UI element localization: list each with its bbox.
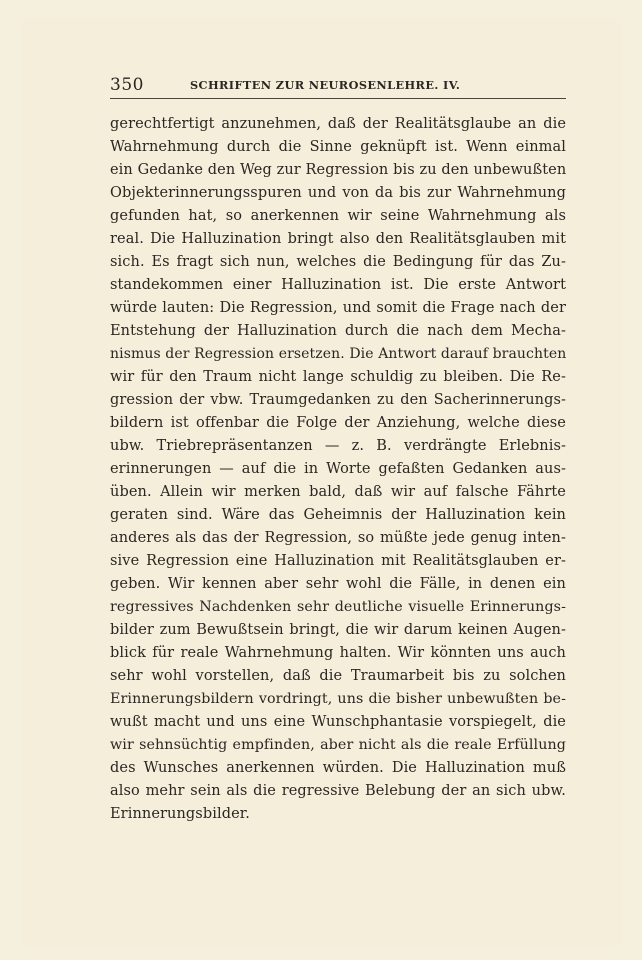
- text-line: erinnerungen — auf die in Worte gefaßten Gedanken aus-: [110, 461, 566, 477]
- page-number: 350: [110, 75, 144, 95]
- text-line: real. Die Halluzination bringt also den Realitätsglauben mit: [110, 231, 566, 247]
- text-line: anderes als das der Regression, so müßte jede genug inten-: [110, 530, 566, 546]
- text-line: Entstehung der Halluzination durch die nach dem Mecha-: [110, 323, 566, 339]
- body-text: [110, 113, 566, 826]
- text-line: nismus der Regression ersetzen. Die Antwort darauf brauchten: [110, 346, 567, 362]
- running-title: SCHRIFTEN ZUR NEUROSENLEHRE. IV.: [190, 78, 461, 92]
- text-line: Objekterinnerungsspuren und von da bis zur Wahrnehmung: [110, 185, 566, 201]
- text-line: bilder zum Bewußtsein bringt, die wir darum keinen Augen-: [110, 622, 566, 638]
- text-line: gression der vbw. Traumgedanken zu den Sacherinnerungs-: [110, 392, 566, 408]
- text-line: also mehr sein als die regressive Belebung der an sich ubw.: [110, 783, 566, 799]
- text-line: gerechtfertigt anzunehmen, daß der Realitätsglaube an die: [110, 116, 566, 132]
- text-line: gefunden hat, so anerkennen wir seine Wahrnehmung als: [110, 208, 566, 224]
- text-line: Erinnerungsbilder.: [110, 806, 250, 822]
- text-line: ein Gedanke den Weg zur Regression bis zu den unbewußten: [110, 162, 567, 178]
- text-line: Wahrnehmung durch die Sinne geknüpft ist. Wenn einmal: [110, 139, 566, 155]
- text-line: blick für reale Wahrnehmung halten. Wir könnten uns auch: [110, 645, 566, 661]
- text-line: des Wunsches anerkennen würden. Die Halluzination muß: [110, 760, 566, 776]
- text-line: üben. Allein wir merken bald, daß wir auf falsche Fährte: [110, 484, 566, 500]
- text-line: sich. Es fragt sich nun, welches die Bedingung für das Zu-: [110, 254, 566, 270]
- text-line: wir für den Traum nicht lange schuldig zu bleiben. Die Re-: [110, 369, 566, 385]
- text-line: sive Regression eine Halluzination mit Realitätsglauben er-: [110, 553, 566, 569]
- text-line: würde lauten: Die Regression, und somit die Frage nach der: [110, 300, 566, 316]
- text-line: Erinnerungsbildern vordringt, uns die bisher unbewußten be-: [110, 691, 566, 707]
- text-line: bildern ist offenbar die Folge der Anziehung, welche diese: [110, 415, 566, 431]
- text-line: wir sehnsüchtig empfinden, aber nicht als die reale Erfüllung: [110, 737, 566, 753]
- text-line: wußt macht und uns eine Wunschphantasie vorspiegelt, die: [110, 714, 566, 730]
- page-header: [110, 72, 566, 99]
- text-line: geben. Wir kennen aber sehr wohl die Fälle, in denen ein: [110, 576, 566, 592]
- text-line: standekommen einer Halluzination ist. Die erste Antwort: [110, 277, 566, 293]
- text-line: sehr wohl vorstellen, daß die Traumarbeit bis zu solchen: [110, 668, 566, 684]
- text-line: regressives Nachdenken sehr deutliche visuelle Erinnerungs-: [110, 599, 566, 615]
- text-line: ubw. Triebrepräsentanzen — z. B. verdrängte Erlebnis-: [110, 438, 566, 454]
- text-line: geraten sind. Wäre das Geheimnis der Halluzination kein: [110, 507, 566, 523]
